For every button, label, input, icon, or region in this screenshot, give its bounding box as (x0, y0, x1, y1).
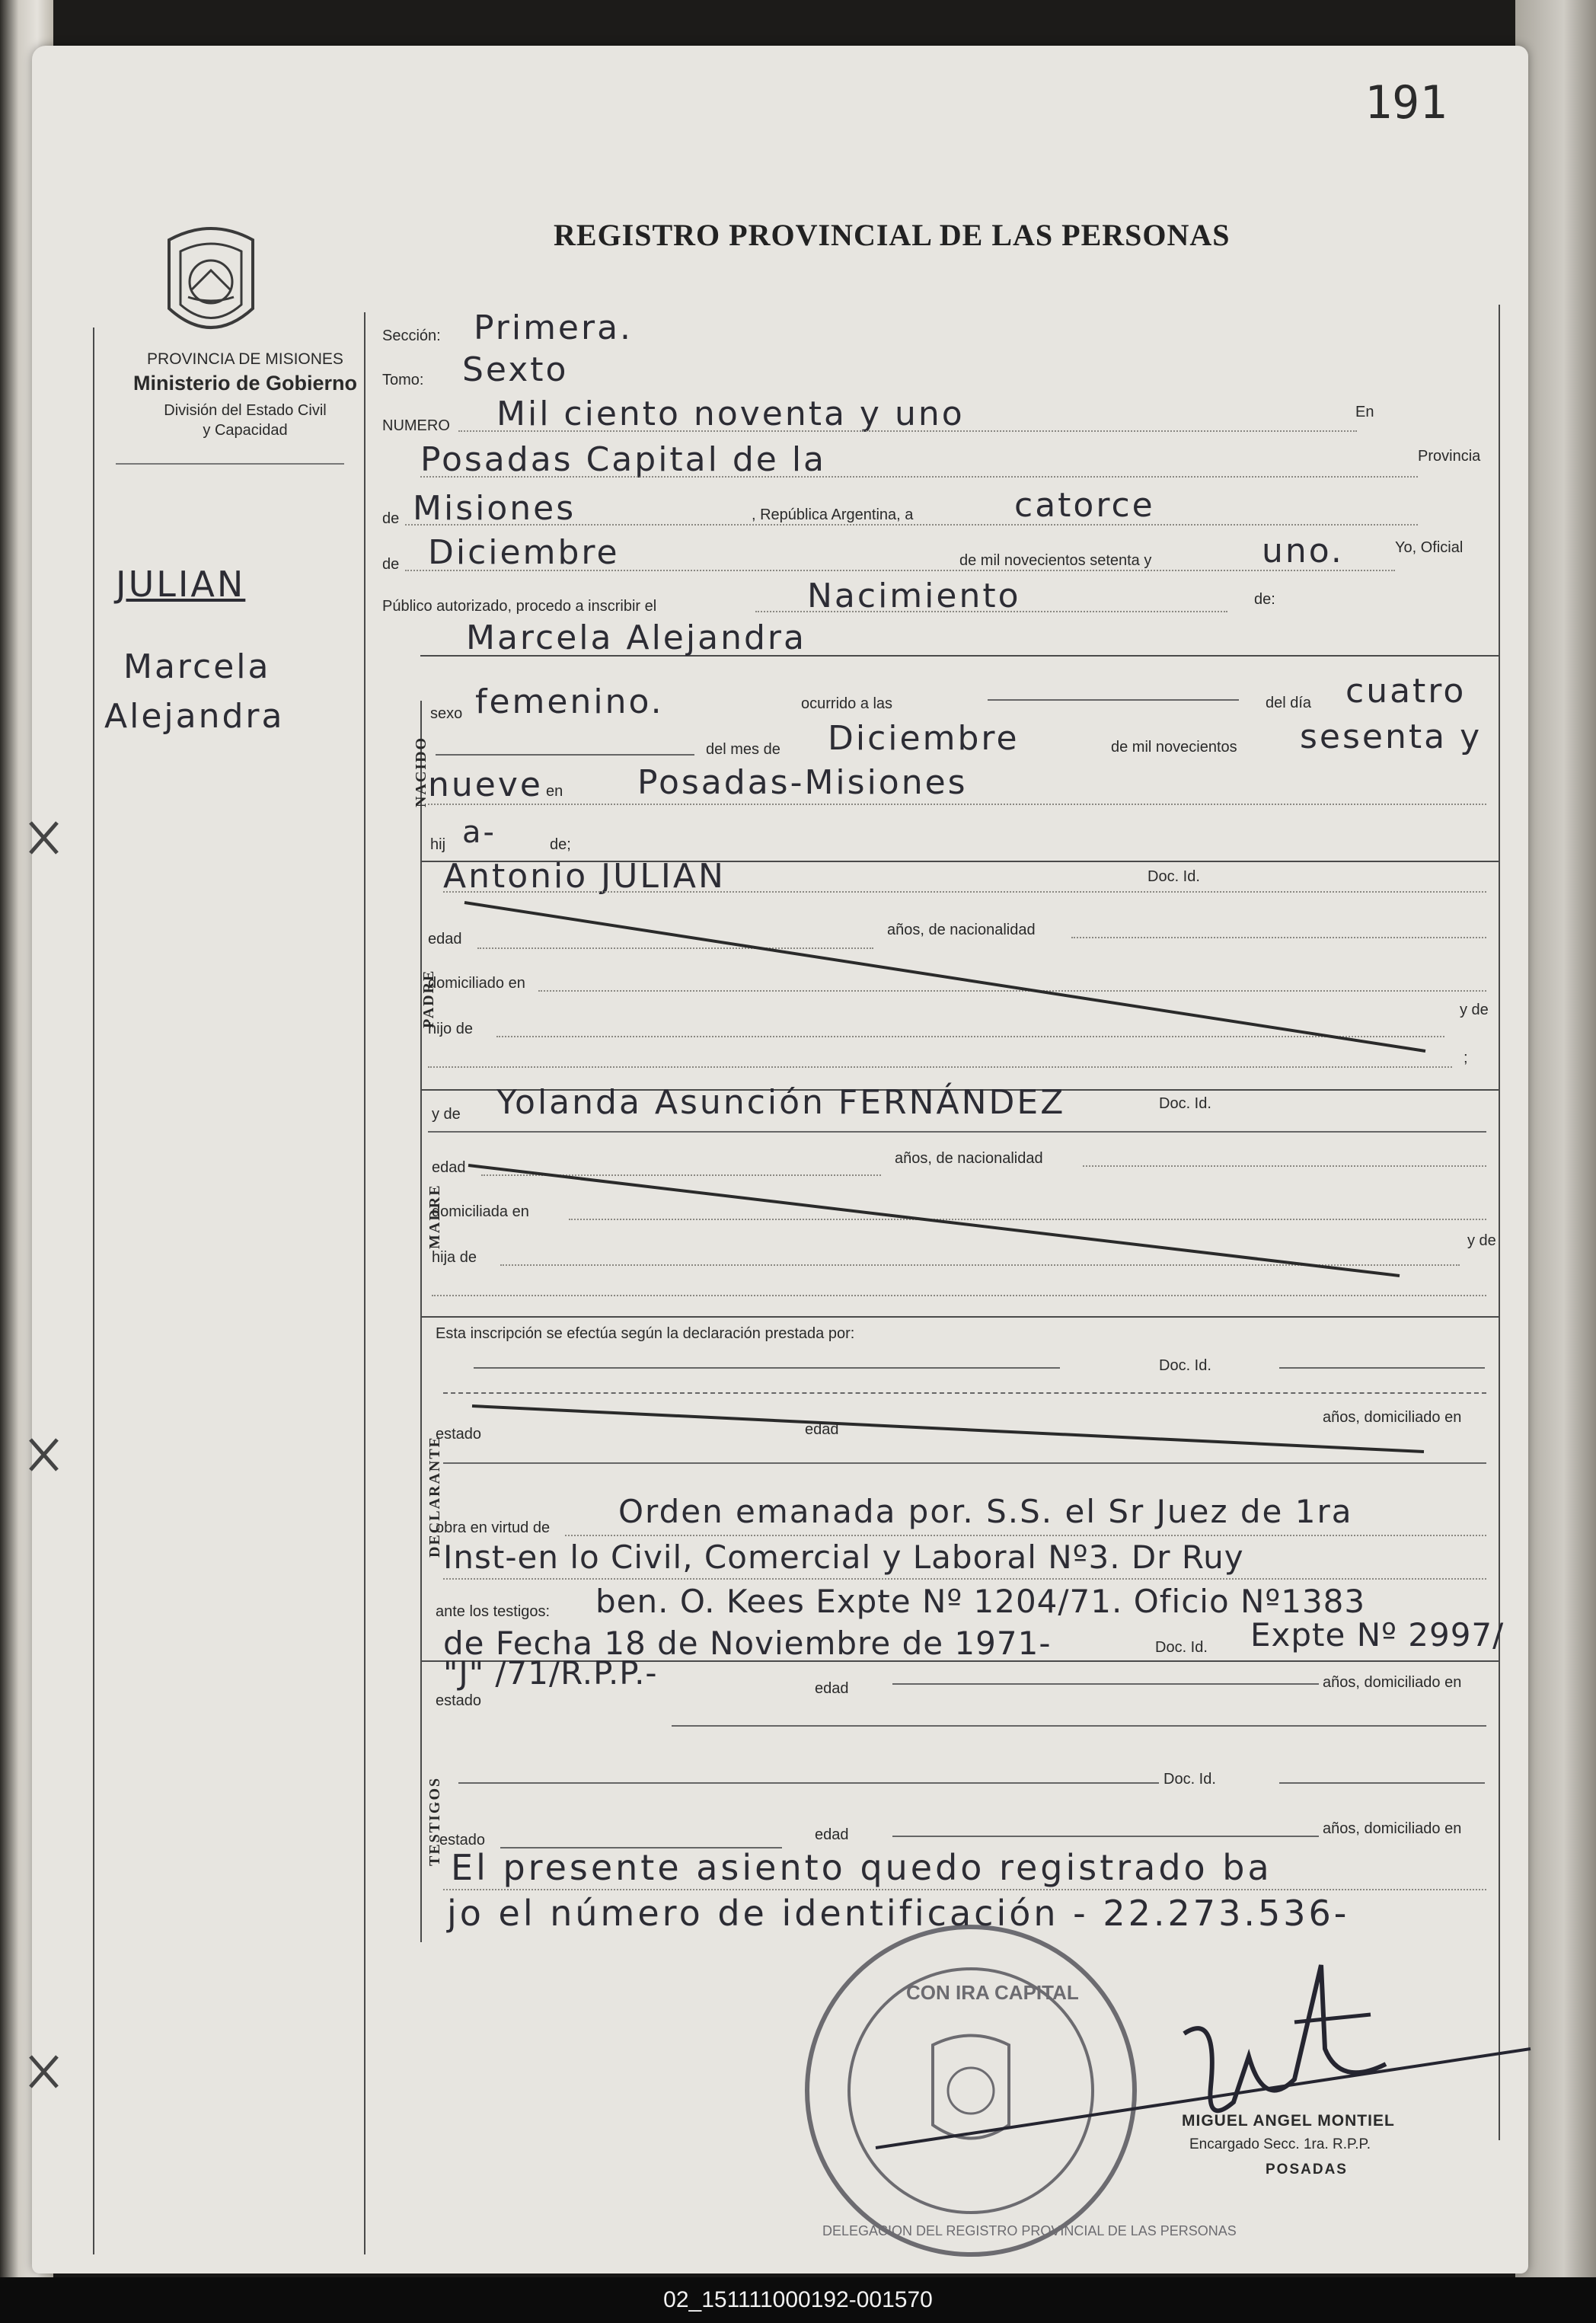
label-y-de-madre: y de (432, 1106, 461, 1123)
label-edad-madre: edad (432, 1159, 466, 1176)
label-estado-testigo-2: estado (439, 1832, 486, 1848)
label-del-dia: del día (1266, 695, 1312, 711)
label-anos-dom-testigo-1: años, domiciliado en (1323, 1674, 1462, 1691)
signature-scribble (1184, 1965, 1386, 2111)
value-provincia: Misiones (413, 489, 576, 528)
label-ante-testigos: ante los testigos: (436, 1603, 551, 1620)
padre-strike (464, 903, 1425, 1051)
label-edad-padre: edad (428, 931, 462, 947)
value-anio-nac-2: nueve (428, 765, 543, 804)
value-nota-2: jo el número de identificación - 22.273.536- (447, 1893, 1350, 1934)
stamp-center-text: CON IRA CAPITAL (906, 1981, 1079, 2004)
issuer-province: PROVINCIA DE MISIONES (147, 350, 343, 368)
issuer-division: División del Estado Civil (164, 402, 327, 419)
label-seccion: Sección: (382, 328, 441, 344)
value-nota-1: El presente asiento quedo registrado ba (451, 1847, 1272, 1888)
value-hij-suffix: a- (462, 815, 496, 850)
label-edad-declarante: edad (805, 1421, 839, 1438)
section-label-nacido: NACIDO (413, 736, 429, 807)
label-en: En (1355, 404, 1374, 420)
value-anio: uno. (1262, 532, 1344, 570)
margin-surname: JULIAN (116, 564, 246, 605)
label-numero: NUMERO (382, 417, 450, 434)
label-esta-inscripcion: Esta inscripción se efectúa según la declaración prestada por: (436, 1325, 855, 1342)
signature-place: POSADAS (1266, 2162, 1348, 2178)
official-stamp (807, 1927, 1237, 2254)
binding-thread-2 (30, 1439, 57, 1470)
label-hija-de: hija de (432, 1249, 477, 1266)
value-lugar-nac: Posadas-Misiones (637, 763, 968, 802)
label-mil-setenta: de mil novecientos setenta y (959, 552, 1152, 569)
signature-role: Encargado Secc. 1ra. R.P.P. (1189, 2136, 1371, 2152)
value-obra-5: Expte Nº 2997/ (1250, 1616, 1505, 1654)
label-estado-declarante: estado (436, 1426, 482, 1443)
label-provincia: Provincia (1418, 448, 1481, 465)
label-de-mes: de (382, 556, 400, 573)
label-nacionalidad-madre: años, de nacionalidad (895, 1150, 1043, 1167)
label-del-mes: del mes de (706, 741, 780, 758)
value-dia-nac: cuatro (1345, 672, 1467, 711)
label-domicilio-madre: domiciliada en (432, 1203, 529, 1220)
value-obra-3: ben. O. Kees Expte Nº 1204/71. Oficio Nº1383 (595, 1583, 1366, 1620)
label-anos-dom-declarante: años, domiciliado en (1323, 1409, 1462, 1426)
value-numero: Mil ciento noventa y uno (496, 395, 965, 433)
label-ocurrido: ocurrido a las (801, 695, 893, 712)
value-mes-nac: Diciembre (828, 719, 1020, 758)
value-lugar: Posadas Capital de la (420, 440, 827, 479)
label-de-semicolon: de; (550, 836, 571, 853)
section-label-madre: MADRE (426, 1184, 443, 1249)
section-label-testigos: TESTIGOS (426, 1776, 443, 1866)
value-mes: Diciembre (428, 533, 620, 572)
label-doc-id-madre: Doc. Id. (1159, 1095, 1211, 1112)
page-title: REGISTRO PROVINCIAL DE LAS PERSONAS (554, 218, 1231, 252)
value-obra-4: de Fecha 18 de Noviembre de 1971- (443, 1625, 1052, 1662)
issuer-ministry: Ministerio de Gobierno (132, 372, 358, 395)
signature-underline (876, 2049, 1531, 2148)
margin-given-name-2: Alejandra (104, 697, 285, 736)
label-estado-testigo-1: estado (436, 1692, 482, 1709)
issuer-capacity: y Capacidad (203, 422, 288, 439)
label-hijo-de: hijo de (428, 1021, 473, 1037)
label-republica: , República Argentina, a (752, 506, 914, 523)
value-nombre: Marcela Alejandra (466, 618, 806, 657)
label-doc-id-declarante: Doc. Id. (1159, 1357, 1211, 1374)
label-anos-dom-testigo-2: años, domiciliado en (1323, 1820, 1462, 1837)
label-y-de-padre: y de (1460, 1002, 1489, 1018)
label-doc-id-testigo-2: Doc. Id. (1163, 1771, 1216, 1788)
value-anio-nac-1: sesenta y (1300, 717, 1483, 756)
label-y-de-madre-2: y de (1467, 1232, 1496, 1249)
label-de-colon: de: (1254, 591, 1275, 608)
value-acto: Nacimiento (807, 577, 1021, 615)
label-semicolon: ; (1464, 1050, 1468, 1066)
label-hij: hij (430, 836, 446, 853)
label-de-provincia: de (382, 510, 400, 527)
label-publico: Público autorizado, procedo a inscribir el (382, 598, 657, 615)
value-tomo: Sexto (462, 350, 569, 389)
label-doc-id-testigo-1: Doc. Id. (1155, 1639, 1208, 1656)
label-domicilio-padre: domiciliado en (428, 975, 525, 992)
value-seccion: Primera. (474, 308, 634, 347)
value-obra-6: "J" /71/R.P.P.- (443, 1654, 658, 1692)
signature-name: MIGUEL ANGEL MONTIEL (1182, 2112, 1395, 2130)
label-tomo: Tomo: (382, 372, 424, 388)
value-obra-1: Orden emanada por. S.S. el Sr Juez de 1ra (618, 1493, 1353, 1530)
value-madre: Yolanda Asunción FERNÁNDEZ (496, 1083, 1066, 1122)
label-edad-testigo-1: edad (815, 1680, 849, 1697)
page-number: 191 (1365, 76, 1448, 129)
label-obra: obra en virtud de (436, 1519, 551, 1536)
binding-thread-1 (30, 823, 57, 853)
margin-given-name-1: Marcela (123, 647, 271, 686)
section-label-padre: PADRE (420, 969, 437, 1028)
value-sexo: femenino. (475, 682, 664, 721)
section-label-declarante: DECLARANTE (426, 1435, 443, 1558)
value-dia: catorce (1014, 486, 1155, 525)
stamp-ring-text: DELEGACION DEL REGISTRO PROVINCIAL DE LAS PERSONAS (822, 2223, 1237, 2238)
signature-dash (1294, 2015, 1371, 2022)
label-edad-testigo-2: edad (815, 1826, 849, 1843)
label-en-lower: en (546, 783, 563, 800)
binding-thread-3 (30, 2056, 57, 2087)
label-mil-nov: de mil novecientos (1111, 739, 1237, 756)
label-doc-id-padre: Doc. Id. (1148, 868, 1200, 885)
label-sexo: sexo (430, 705, 463, 722)
footer-image-id: 02_151111000192-001570 (0, 2277, 1596, 2323)
label-nacionalidad-padre: años, de nacionalidad (887, 922, 1036, 938)
declarante-strike (472, 1406, 1424, 1452)
madre-strike (468, 1165, 1400, 1276)
label-yo-oficial: Yo, Oficial (1395, 539, 1464, 556)
value-padre: Antonio JULIAN (443, 857, 726, 896)
value-obra-2: Inst-en lo Civil, Comercial y Laboral Nº3. Dr Ruy (443, 1539, 1244, 1576)
